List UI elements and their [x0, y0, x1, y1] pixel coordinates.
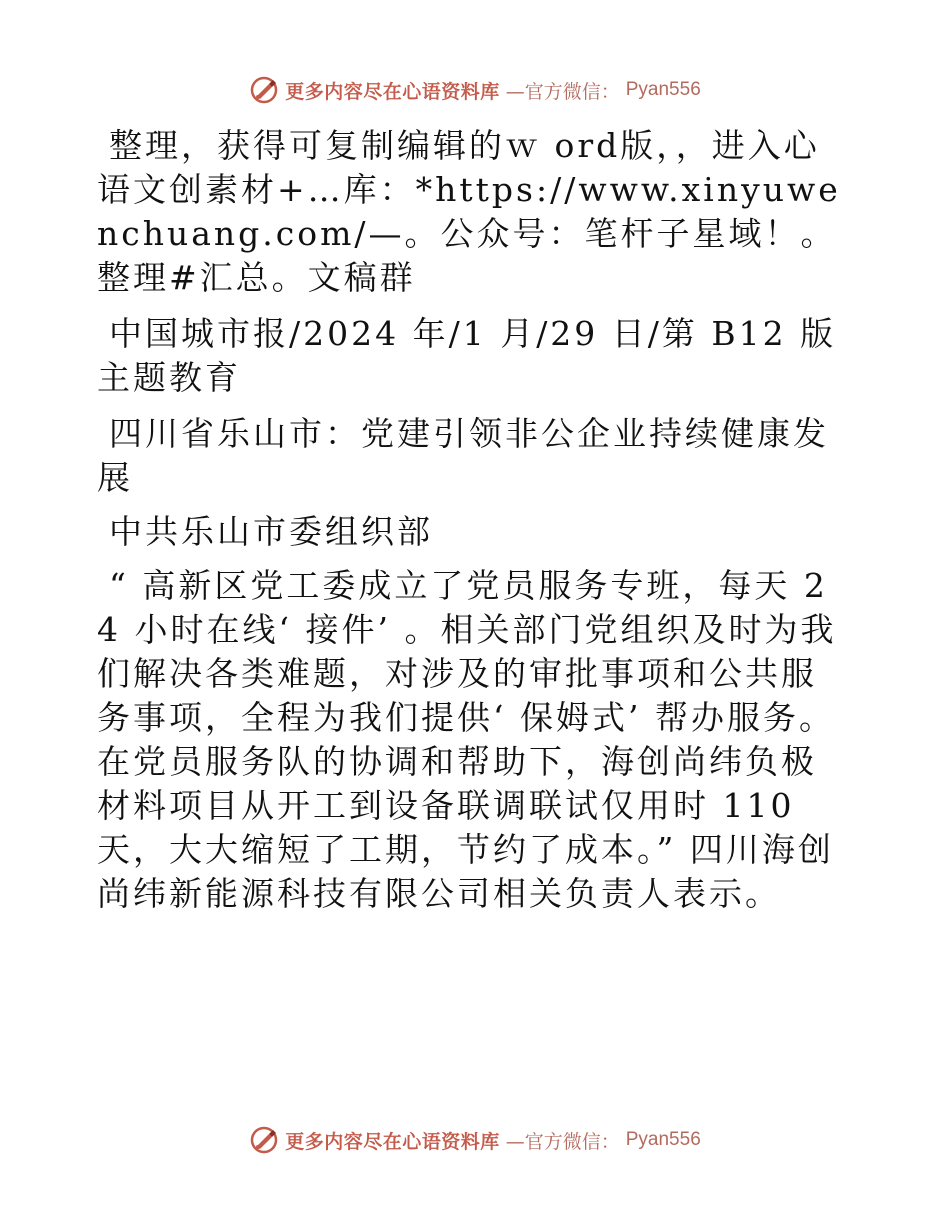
header-watermark-inner: [249, 75, 701, 105]
pen-seal-logo-icon: [249, 1125, 279, 1155]
source-line: 中国城市报/2024 年/1 月/29 日/第 B12 版主题教育: [97, 314, 837, 397]
article-author: 中共乐山市委组织部: [109, 512, 433, 551]
footer-watermark-inner: [249, 1125, 701, 1155]
watermark-wechat-id: Pyan556: [625, 1129, 701, 1150]
watermark-site-text: 更多内容尽在心语资料库: [285, 80, 500, 103]
document-body: [97, 124, 849, 926]
intro-paragraph: 整理，获得可复制编辑的ｗ ord版，，进入心语文创素材+…库：*https://www.xinyuwenchuang.com/—。公众号：笔杆子星域！。整理#汇总。文稿群: [97, 126, 841, 297]
watermark-wechat-id: Pyan556: [625, 79, 701, 100]
article-title: 四川省乐山市：党建引领非公企业持续健康发展: [97, 414, 829, 497]
watermark-official-label: —官方微信：: [505, 80, 620, 103]
body-paragraph: “ 高新区党工委成立了党员服务专班，每天 24 小时在线‘ 接件’ 。相关部门党组织及时为我们解决各类难题，对涉及的审批事项和公共服务事项，全程为我们提供‘ 保姆式’ 帮办服务。在党员服务队的协调和帮助下，海创尚纬负极材料项目从开工到设备联调联试仅用时 110 天，大大缩短了工期，节约了成本。” 四川海创尚纬新能源科技有限公司相关负责人表示。: [97, 566, 837, 913]
watermark-site-text: 更多内容尽在心语资料库: [285, 1130, 500, 1153]
header-watermark: [0, 72, 950, 108]
watermark-official-label: —官方微信：: [505, 1130, 620, 1153]
pen-seal-logo-icon: [249, 75, 279, 105]
footer-watermark: [0, 1122, 950, 1158]
